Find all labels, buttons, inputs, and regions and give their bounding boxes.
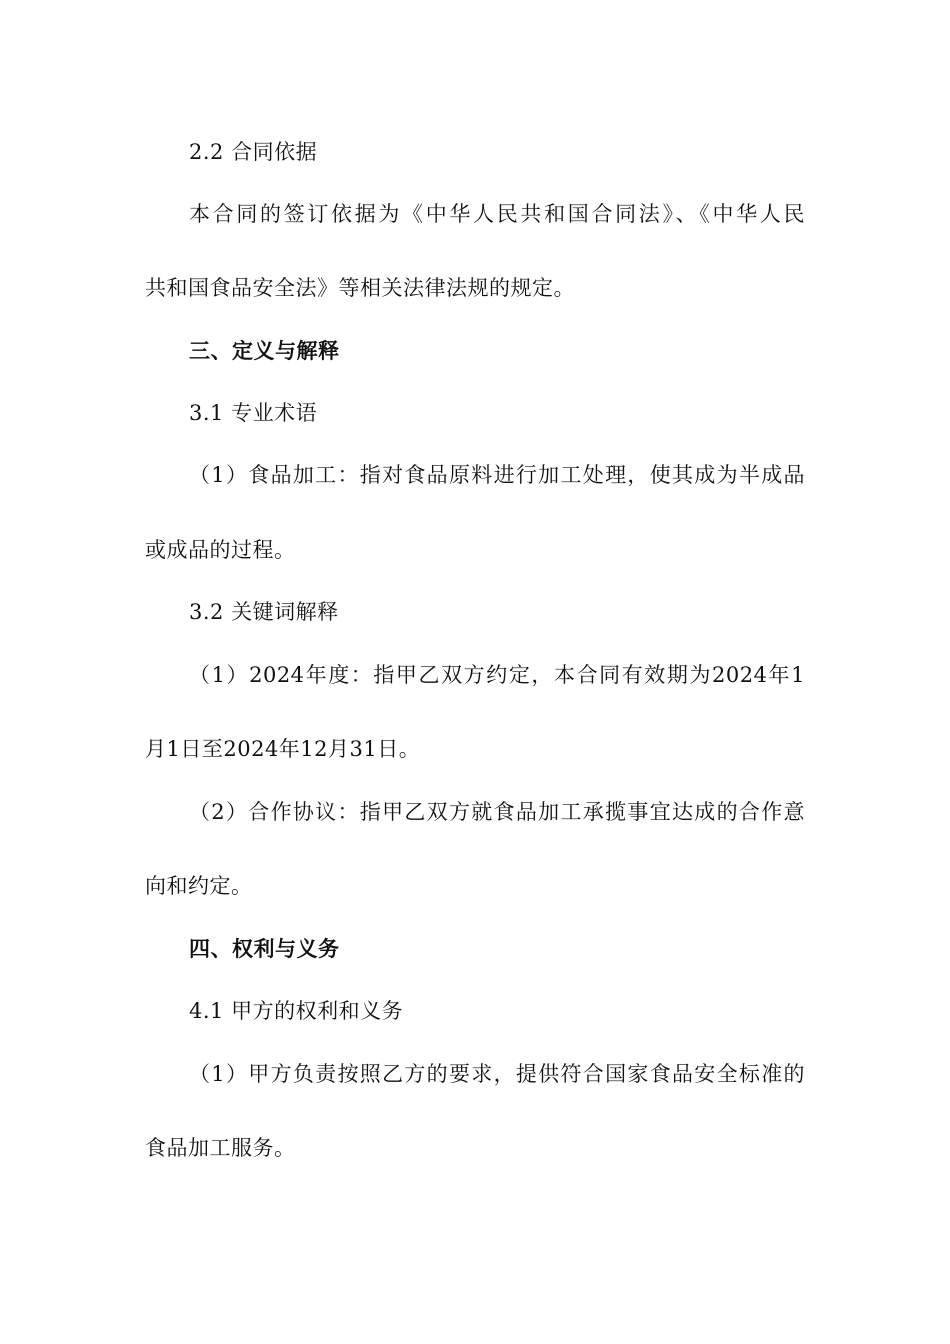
section-4-1-title: 4.1 甲方的权利和义务 [189,999,404,1023]
section-3-2-item-2-line-1: （2）合作协议：指甲乙双方就食品加工承揽事宜达成的合作意 [189,800,805,824]
section-3-2-title: 3.2 关键词解释 [189,600,339,624]
section-3-2-item-2-line-2: 向和约定。 [145,874,253,898]
section-3-1-title: 3.1 专业术语 [189,401,318,425]
section-3-heading: 三、定义与解释 [189,339,340,363]
section-4-1-item-1-line-2: 食品加工服务。 [145,1136,296,1160]
section-3-1-item-1-line-1: （1）食品加工：指对食品原料进行加工处理，使其成为半成品 [189,463,805,487]
section-4-1-item-1-line-1: （1）甲方负责按照乙方的要求，提供符合国家食品安全标准的 [189,1062,805,1086]
section-3-2-item-1-line-1: （1）2024年度：指甲乙双方约定，本合同有效期为2024年1 [189,663,805,687]
section-2-2-body-line-2: 共和国食品安全法》等相关法律法规的规定。 [145,276,575,300]
section-2-2-title: 2.2 合同依据 [189,140,318,164]
section-3-1-item-1-line-2: 或成品的过程。 [145,538,296,562]
section-4-heading: 四、权利与义务 [189,937,340,961]
section-2-2-body-line-1: 本合同的签订依据为《中华人民共和国合同法》、《中华人民 [189,202,805,226]
section-3-2-item-1-line-2: 月1日至2024年12月31日。 [145,737,421,761]
